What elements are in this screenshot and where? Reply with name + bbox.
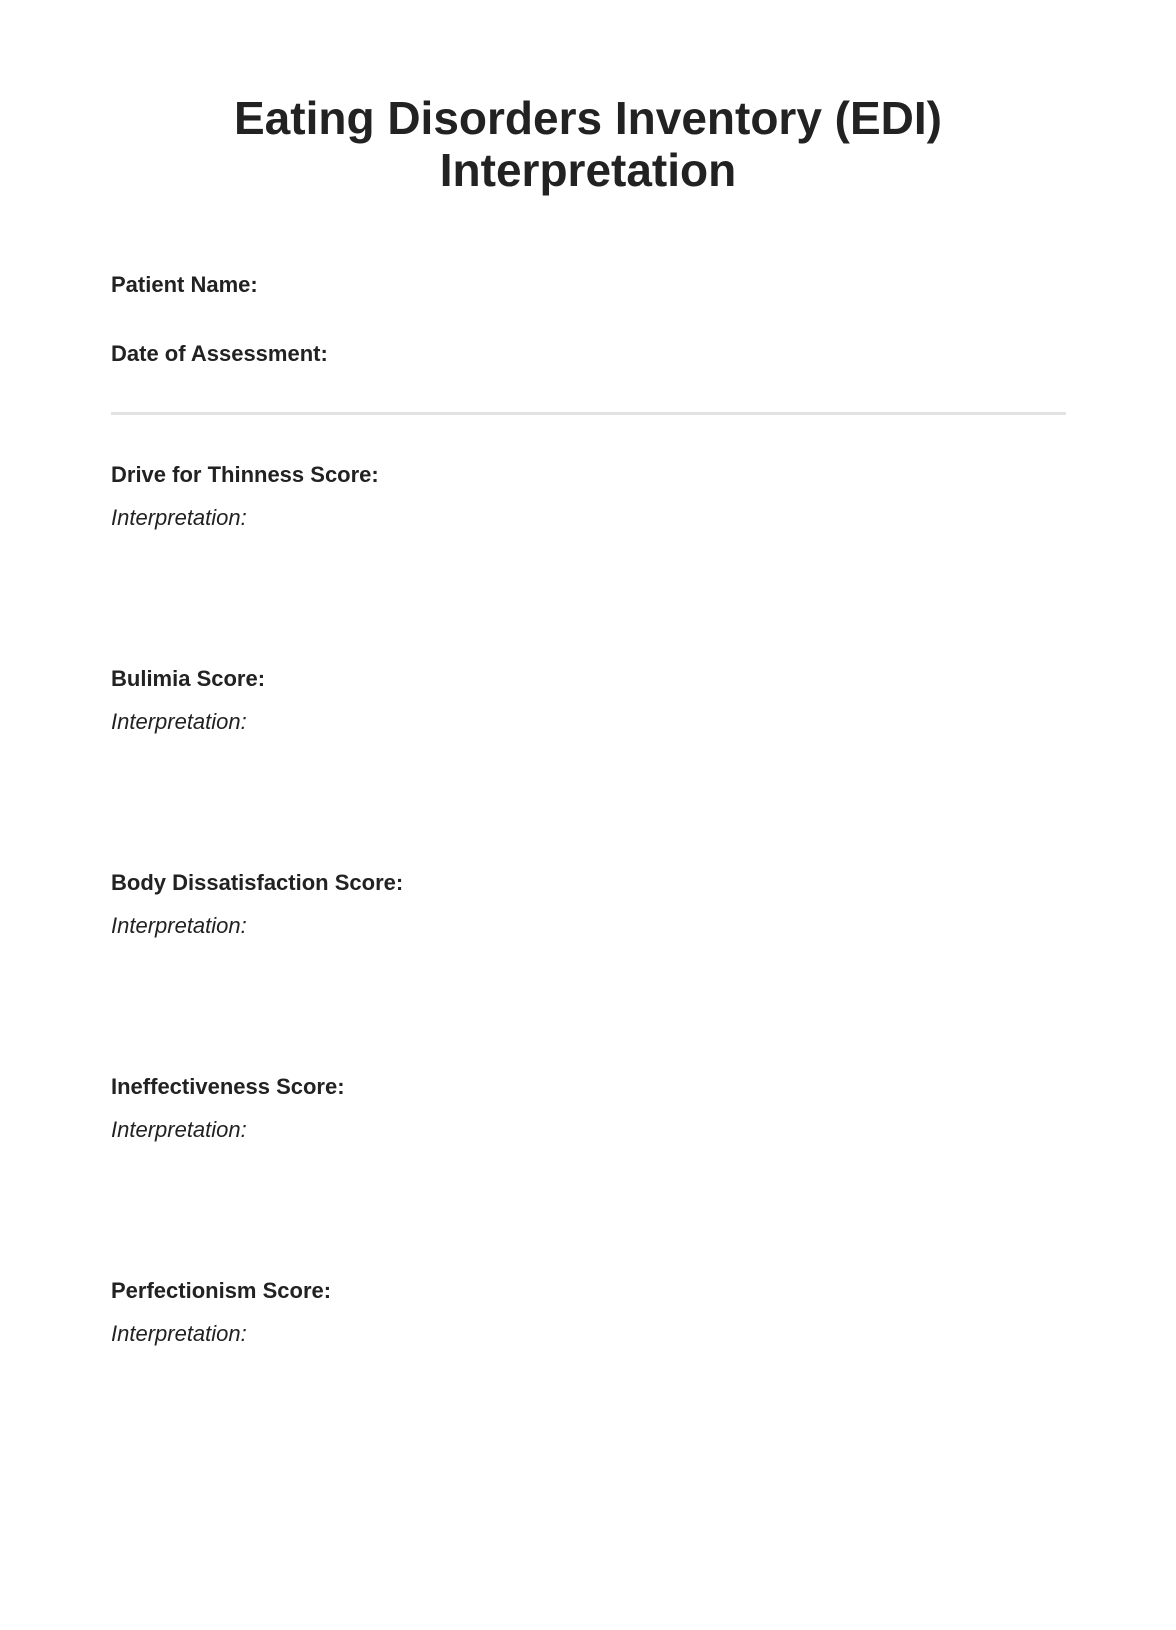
bulimia-interpretation-label: Interpretation: bbox=[111, 709, 247, 734]
patient-name-label: Patient Name: bbox=[111, 272, 258, 297]
body-dissatisfaction-score-label: Body Dissatisfaction Score: bbox=[111, 870, 404, 895]
date-of-assessment-label: Date of Assessment: bbox=[111, 341, 328, 366]
page-title-line-2: Interpretation bbox=[439, 144, 737, 196]
section-divider bbox=[111, 412, 1066, 415]
perfectionism-score-label: Perfectionism Score: bbox=[111, 1278, 332, 1303]
drive-for-thinness-interpretation-label: Interpretation: bbox=[111, 505, 247, 530]
bulimia-score-label: Bulimia Score: bbox=[111, 666, 266, 691]
ineffectiveness-score-label: Ineffectiveness Score: bbox=[111, 1074, 345, 1099]
perfectionism-interpretation-label: Interpretation: bbox=[111, 1321, 247, 1346]
body-dissatisfaction-interpretation-label: Interpretation: bbox=[111, 913, 247, 938]
page-title bbox=[0, 92, 1176, 196]
page-title-line-1: Eating Disorders Inventory (EDI) bbox=[233, 92, 942, 144]
ineffectiveness-interpretation-label: Interpretation: bbox=[111, 1117, 247, 1142]
drive-for-thinness-score-label: Drive for Thinness Score: bbox=[111, 462, 379, 487]
